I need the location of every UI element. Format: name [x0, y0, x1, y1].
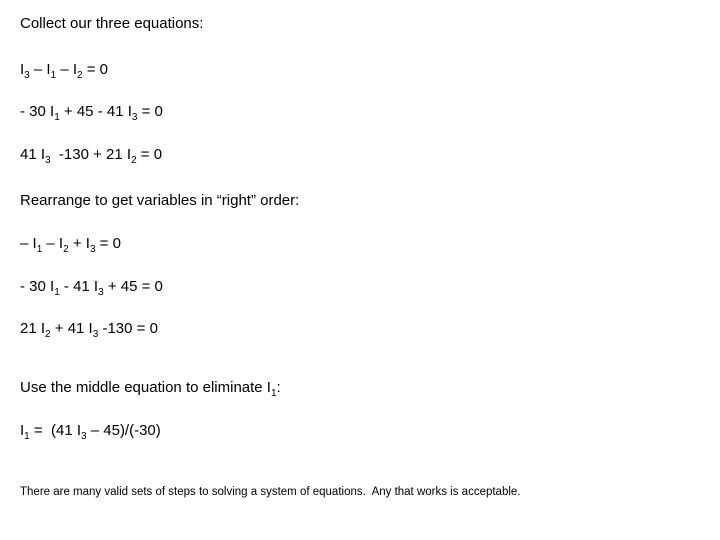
eq1-subscript: 2	[77, 70, 83, 81]
eq7-subscript: 3	[81, 431, 87, 442]
eq3-part: -130 + 21 I	[50, 146, 132, 163]
equation-3	[20, 145, 162, 165]
collect-heading-text: Collect our three equations:	[20, 15, 204, 32]
footnote-text: There are many valid sets of steps to solving a system of equations. Any that works is acceptable.	[20, 486, 521, 498]
eq1-part: – I	[29, 61, 51, 78]
rearrange-heading-text: Rearrange to get variables in “right” order:	[20, 192, 300, 209]
eq4-subscript: 1	[36, 244, 43, 255]
collect-heading	[20, 14, 203, 34]
eq4-part: = 0	[95, 235, 121, 252]
eq5-part: - 41 I	[59, 278, 99, 295]
eq3-part: 41 I	[20, 146, 46, 163]
eq7-part: I	[20, 422, 25, 439]
eq3-part: = 0	[136, 146, 163, 163]
eq1-part: I	[20, 61, 25, 78]
eq5-part: - 30 I	[20, 278, 55, 295]
eq5-part: + 45 = 0	[103, 278, 163, 295]
eq2-part: - 30 I	[20, 103, 55, 120]
eq2-subscript: 3	[131, 112, 138, 123]
eq6-subscript: 2	[45, 329, 51, 340]
eq7-part: = (41 I	[29, 422, 82, 439]
eliminate-heading-subscript: 1	[270, 388, 277, 399]
equation-6	[20, 319, 158, 339]
eq5-subscript: 3	[98, 287, 104, 298]
eq7-part: – 45)/(-30)	[86, 422, 161, 439]
eq4-subscript: 3	[89, 244, 96, 255]
equation-4	[20, 234, 121, 254]
eq2-part: = 0	[137, 103, 163, 120]
eq7-subscript: 1	[24, 431, 30, 442]
eliminate-heading-part: Use the middle equation to eliminate I	[20, 379, 271, 396]
eq1-subscript: 3	[24, 70, 30, 81]
equation-1	[20, 60, 108, 80]
eq2-subscript: 1	[54, 112, 60, 123]
equation-2	[20, 102, 163, 122]
eq5-subscript: 1	[54, 287, 60, 298]
eliminate-heading	[20, 378, 281, 398]
equation-5	[20, 277, 163, 297]
eq4-part: – I	[42, 235, 64, 252]
eq1-subscript: 1	[50, 70, 57, 81]
eq6-part: 21 I	[20, 320, 46, 337]
eq3-subscript: 2	[131, 155, 137, 166]
eq2-part: + 45 - 41 I	[59, 103, 132, 120]
eq6-subscript: 3	[92, 329, 99, 340]
eq4-subscript: 2	[63, 244, 69, 255]
eq4-part: + I	[68, 235, 90, 252]
eq4-part: – I	[20, 235, 37, 252]
eliminate-heading-part: :	[276, 379, 281, 396]
footnote	[20, 484, 521, 500]
equation-7	[20, 421, 161, 441]
eq3-subscript: 3	[45, 155, 51, 166]
eq6-part: -130 = 0	[98, 320, 158, 337]
rearrange-heading	[20, 191, 299, 211]
eq1-part: = 0	[82, 61, 109, 78]
eq6-part: + 41 I	[50, 320, 93, 337]
eq1-part: – I	[56, 61, 78, 78]
